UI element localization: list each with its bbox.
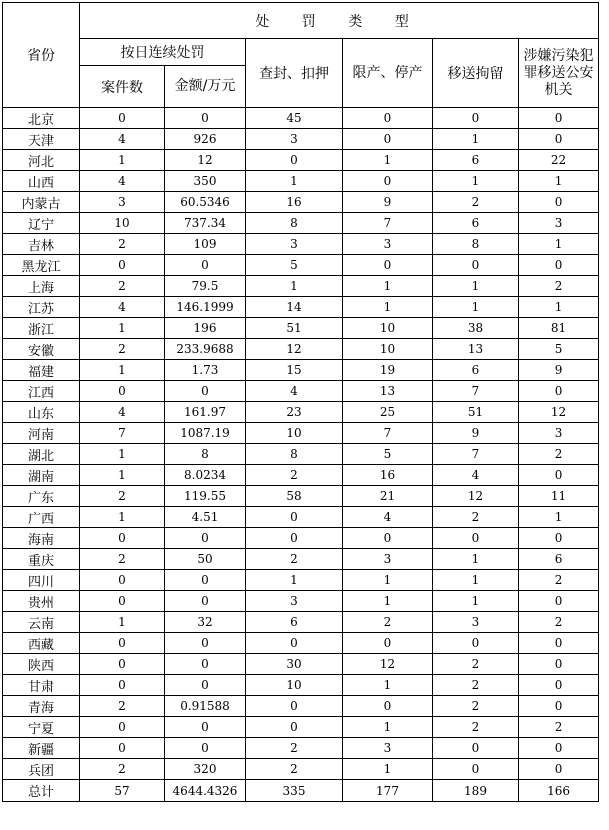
case-count-cell: 0	[80, 675, 165, 696]
seal-seize-cell: 8	[246, 444, 343, 465]
seal-seize-cell: 51	[246, 318, 343, 339]
detention-cell: 1	[433, 129, 519, 150]
province-cell: 湖南	[3, 465, 80, 486]
case-count-header: 案件数	[80, 66, 165, 108]
limit-stop-cell: 10	[343, 318, 433, 339]
detention-cell: 8	[433, 234, 519, 255]
seal-seize-cell: 0	[246, 528, 343, 549]
amount-cell: 0.91588	[165, 696, 246, 717]
limit-stop-cell: 19	[343, 360, 433, 381]
seal-seize-cell: 45	[246, 108, 343, 129]
seal-seize-cell: 1	[246, 276, 343, 297]
table-row	[3, 717, 599, 738]
detention-cell: 38	[433, 318, 519, 339]
case-count-cell: 1	[80, 465, 165, 486]
detention-cell: 1	[433, 297, 519, 318]
detention-cell: 0	[433, 633, 519, 654]
limit-stop-cell: 3	[343, 549, 433, 570]
seal-seize-cell: 5	[246, 255, 343, 276]
seal-seize-cell: 1	[246, 171, 343, 192]
amount-cell: 0	[165, 633, 246, 654]
detention-header: 移送拘留	[433, 39, 519, 108]
limit-stop-cell: 10	[343, 339, 433, 360]
seal-seize-cell: 12	[246, 339, 343, 360]
police-transfer-cell: 2	[519, 570, 599, 591]
police-transfer-cell: 81	[519, 318, 599, 339]
table-row	[3, 759, 599, 780]
police-transfer-cell: 5	[519, 339, 599, 360]
case-count-cell: 1	[80, 444, 165, 465]
police-transfer-cell: 9	[519, 360, 599, 381]
table-row	[3, 591, 599, 612]
police-transfer-cell: 2	[519, 444, 599, 465]
detention-cell: 1	[433, 549, 519, 570]
province-column-header: 省份	[3, 3, 80, 108]
detention-cell: 51	[433, 402, 519, 423]
province-cell: 贵州	[3, 591, 80, 612]
case-count-cell: 0	[80, 381, 165, 402]
limit-stop-cell: 0	[343, 129, 433, 150]
police-transfer-cell: 1	[519, 171, 599, 192]
seal-seize-cell: 0	[246, 717, 343, 738]
amount-cell: 0	[165, 654, 246, 675]
province-cell: 海南	[3, 528, 80, 549]
table-row	[3, 675, 599, 696]
amount-cell: 1087.19	[165, 423, 246, 444]
police-transfer-cell: 12	[519, 402, 599, 423]
province-cell: 西藏	[3, 633, 80, 654]
limit-stop-cell: 5	[343, 444, 433, 465]
limit-stop-cell: 1	[343, 717, 433, 738]
seal-seize-cell: 0	[246, 696, 343, 717]
police-transfer-cell: 2	[519, 612, 599, 633]
seal-seize-cell: 58	[246, 486, 343, 507]
penalty-statistics-table	[2, 2, 599, 802]
total-row	[3, 780, 599, 802]
police-transfer-cell: 0	[519, 633, 599, 654]
amount-cell: 8.0234	[165, 465, 246, 486]
limit-stop-cell: 3	[343, 738, 433, 759]
limit-stop-cell: 13	[343, 381, 433, 402]
detention-cell: 1	[433, 570, 519, 591]
amount-cell: 0	[165, 717, 246, 738]
province-cell: 广东	[3, 486, 80, 507]
police-transfer-cell: 1	[519, 234, 599, 255]
amount-cell: 0	[165, 738, 246, 759]
detention-cell: 2	[433, 192, 519, 213]
table-row	[3, 234, 599, 255]
police-transfer-cell: 0	[519, 255, 599, 276]
detention-cell: 0	[433, 738, 519, 759]
police-transfer-cell: 11	[519, 486, 599, 507]
police-transfer-cell: 1	[519, 297, 599, 318]
case-count-cell: 0	[80, 654, 165, 675]
seal-seize-cell: 3	[246, 129, 343, 150]
amount-cell: 0	[165, 381, 246, 402]
table-header	[3, 3, 599, 108]
detention-cell: 2	[433, 507, 519, 528]
limit-stop-cell: 21	[343, 486, 433, 507]
table-row	[3, 507, 599, 528]
province-cell: 总计	[3, 780, 80, 802]
amount-cell: 60.5346	[165, 192, 246, 213]
case-count-cell: 2	[80, 486, 165, 507]
detention-cell: 0	[433, 108, 519, 129]
province-cell: 宁夏	[3, 717, 80, 738]
table-row	[3, 276, 599, 297]
case-count-cell: 7	[80, 423, 165, 444]
police-transfer-cell: 0	[519, 528, 599, 549]
amount-cell: 50	[165, 549, 246, 570]
limit-stop-cell: 177	[343, 780, 433, 802]
province-cell: 北京	[3, 108, 80, 129]
limit-stop-cell: 16	[343, 465, 433, 486]
detention-cell: 6	[433, 213, 519, 234]
police-transfer-cell: 3	[519, 213, 599, 234]
table-body	[3, 108, 599, 802]
table-row	[3, 612, 599, 633]
province-cell: 山西	[3, 171, 80, 192]
case-count-cell: 2	[80, 339, 165, 360]
case-count-cell: 0	[80, 717, 165, 738]
province-cell: 黑龙江	[3, 255, 80, 276]
province-cell: 重庆	[3, 549, 80, 570]
penalty-table-container	[2, 2, 599, 802]
limit-stop-cell: 1	[343, 297, 433, 318]
detention-cell: 2	[433, 696, 519, 717]
province-cell: 福建	[3, 360, 80, 381]
seal-seize-cell: 6	[246, 612, 343, 633]
province-cell: 山东	[3, 402, 80, 423]
limit-stop-cell: 0	[343, 171, 433, 192]
table-row	[3, 444, 599, 465]
province-cell: 青海	[3, 696, 80, 717]
amount-cell: 350	[165, 171, 246, 192]
seal-seize-cell: 0	[246, 150, 343, 171]
case-count-cell: 3	[80, 192, 165, 213]
detention-cell: 0	[433, 255, 519, 276]
province-cell: 天津	[3, 129, 80, 150]
seal-seize-cell: 30	[246, 654, 343, 675]
limit-stop-cell: 2	[343, 612, 433, 633]
detention-cell: 1	[433, 276, 519, 297]
police-transfer-cell: 0	[519, 381, 599, 402]
amount-cell: 0	[165, 675, 246, 696]
amount-header: 金额/万元	[165, 66, 246, 108]
table-row	[3, 423, 599, 444]
police-transfer-cell: 1	[519, 507, 599, 528]
table-row	[3, 570, 599, 591]
case-count-cell: 0	[80, 633, 165, 654]
amount-cell: 109	[165, 234, 246, 255]
amount-cell: 320	[165, 759, 246, 780]
amount-cell: 926	[165, 129, 246, 150]
detention-cell: 6	[433, 150, 519, 171]
province-cell: 辽宁	[3, 213, 80, 234]
police-transfer-cell: 0	[519, 192, 599, 213]
seal-seize-cell: 335	[246, 780, 343, 802]
limit-stop-cell: 1	[343, 675, 433, 696]
seal-seize-cell: 4	[246, 381, 343, 402]
police-transfer-cell: 0	[519, 591, 599, 612]
detention-cell: 6	[433, 360, 519, 381]
table-row	[3, 654, 599, 675]
police-transfer-cell: 0	[519, 738, 599, 759]
limit-stop-cell: 0	[343, 255, 433, 276]
table-row	[3, 633, 599, 654]
amount-cell: 79.5	[165, 276, 246, 297]
amount-cell: 161.97	[165, 402, 246, 423]
case-count-cell: 1	[80, 360, 165, 381]
case-count-cell: 0	[80, 255, 165, 276]
province-cell: 河南	[3, 423, 80, 444]
police-transfer-cell: 2	[519, 717, 599, 738]
limit-stop-cell: 25	[343, 402, 433, 423]
amount-cell: 0	[165, 528, 246, 549]
table-row	[3, 192, 599, 213]
case-count-cell: 2	[80, 696, 165, 717]
case-count-cell: 2	[80, 276, 165, 297]
seal-seize-cell: 0	[246, 633, 343, 654]
case-count-cell: 4	[80, 402, 165, 423]
amount-cell: 119.55	[165, 486, 246, 507]
detention-cell: 189	[433, 780, 519, 802]
case-count-cell: 57	[80, 780, 165, 802]
detention-cell: 2	[433, 654, 519, 675]
daily-penalty-header: 按日连续处罚	[80, 39, 246, 66]
seal-seize-cell: 8	[246, 213, 343, 234]
table-row	[3, 465, 599, 486]
seal-seize-cell: 2	[246, 759, 343, 780]
detention-cell: 1	[433, 171, 519, 192]
seal-seize-cell: 16	[246, 192, 343, 213]
detention-cell: 4	[433, 465, 519, 486]
province-cell: 兵团	[3, 759, 80, 780]
police-transfer-header: 涉嫌污染犯罪移送公安机关	[519, 39, 599, 108]
detention-cell: 2	[433, 675, 519, 696]
police-transfer-cell: 0	[519, 696, 599, 717]
limit-stop-cell: 1	[343, 591, 433, 612]
table-row	[3, 738, 599, 759]
case-count-cell: 1	[80, 318, 165, 339]
amount-cell: 32	[165, 612, 246, 633]
police-transfer-cell: 166	[519, 780, 599, 802]
province-cell: 浙江	[3, 318, 80, 339]
case-count-cell: 0	[80, 570, 165, 591]
table-row	[3, 108, 599, 129]
table-row	[3, 360, 599, 381]
table-row	[3, 381, 599, 402]
case-count-cell: 1	[80, 507, 165, 528]
amount-cell: 0	[165, 591, 246, 612]
case-count-cell: 10	[80, 213, 165, 234]
province-cell: 新疆	[3, 738, 80, 759]
police-transfer-cell: 0	[519, 108, 599, 129]
province-cell: 陕西	[3, 654, 80, 675]
case-count-cell: 0	[80, 108, 165, 129]
case-count-cell: 4	[80, 297, 165, 318]
province-cell: 广西	[3, 507, 80, 528]
table-row	[3, 696, 599, 717]
case-count-cell: 0	[80, 738, 165, 759]
case-count-cell: 1	[80, 612, 165, 633]
limit-stop-cell: 9	[343, 192, 433, 213]
limit-stop-cell: 12	[343, 654, 433, 675]
detention-cell: 9	[433, 423, 519, 444]
amount-cell: 737.34	[165, 213, 246, 234]
detention-cell: 7	[433, 444, 519, 465]
limit-stop-cell: 1	[343, 759, 433, 780]
amount-cell: 12	[165, 150, 246, 171]
table-row	[3, 486, 599, 507]
case-count-cell: 0	[80, 528, 165, 549]
police-transfer-cell: 0	[519, 654, 599, 675]
limit-stop-cell: 0	[343, 696, 433, 717]
detention-cell: 1	[433, 591, 519, 612]
police-transfer-cell: 0	[519, 465, 599, 486]
table-row	[3, 318, 599, 339]
limit-stop-cell: 4	[343, 507, 433, 528]
table-row	[3, 402, 599, 423]
police-transfer-cell: 2	[519, 276, 599, 297]
table-row	[3, 549, 599, 570]
province-cell: 河北	[3, 150, 80, 171]
province-cell: 江西	[3, 381, 80, 402]
seal-seize-header: 查封、扣押	[246, 39, 343, 108]
limit-stop-cell: 0	[343, 108, 433, 129]
seal-seize-cell: 3	[246, 234, 343, 255]
penalty-type-header: 处 罚 类 型	[80, 3, 599, 39]
seal-seize-cell: 23	[246, 402, 343, 423]
limit-stop-cell: 1	[343, 570, 433, 591]
case-count-cell: 2	[80, 549, 165, 570]
case-count-cell: 0	[80, 591, 165, 612]
table-row	[3, 297, 599, 318]
detention-cell: 2	[433, 717, 519, 738]
police-transfer-cell: 0	[519, 129, 599, 150]
province-cell: 上海	[3, 276, 80, 297]
amount-cell: 1.73	[165, 360, 246, 381]
detention-cell: 7	[433, 381, 519, 402]
detention-cell: 3	[433, 612, 519, 633]
limit-stop-cell: 3	[343, 234, 433, 255]
detention-cell: 0	[433, 528, 519, 549]
police-transfer-cell: 0	[519, 675, 599, 696]
seal-seize-cell: 15	[246, 360, 343, 381]
province-cell: 四川	[3, 570, 80, 591]
police-transfer-cell: 0	[519, 759, 599, 780]
case-count-cell: 1	[80, 150, 165, 171]
limit-stop-header: 限产、停产	[343, 39, 433, 108]
amount-cell: 233.9688	[165, 339, 246, 360]
seal-seize-cell: 10	[246, 423, 343, 444]
table-row	[3, 213, 599, 234]
case-count-cell: 4	[80, 129, 165, 150]
limit-stop-cell: 0	[343, 528, 433, 549]
table-row	[3, 528, 599, 549]
amount-cell: 146.1999	[165, 297, 246, 318]
province-cell: 湖北	[3, 444, 80, 465]
seal-seize-cell: 10	[246, 675, 343, 696]
limit-stop-cell: 1	[343, 150, 433, 171]
amount-cell: 0	[165, 570, 246, 591]
case-count-cell: 2	[80, 759, 165, 780]
amount-cell: 196	[165, 318, 246, 339]
amount-cell: 4644.4326	[165, 780, 246, 802]
table-row	[3, 255, 599, 276]
police-transfer-cell: 3	[519, 423, 599, 444]
seal-seize-cell: 2	[246, 465, 343, 486]
seal-seize-cell: 3	[246, 591, 343, 612]
seal-seize-cell: 14	[246, 297, 343, 318]
police-transfer-cell: 22	[519, 150, 599, 171]
province-cell: 内蒙古	[3, 192, 80, 213]
table-row	[3, 339, 599, 360]
seal-seize-cell: 2	[246, 738, 343, 759]
table-row	[3, 171, 599, 192]
seal-seize-cell: 2	[246, 549, 343, 570]
limit-stop-cell: 1	[343, 276, 433, 297]
amount-cell: 0	[165, 255, 246, 276]
limit-stop-cell: 0	[343, 633, 433, 654]
table-row	[3, 150, 599, 171]
amount-cell: 8	[165, 444, 246, 465]
seal-seize-cell: 1	[246, 570, 343, 591]
province-cell: 安徽	[3, 339, 80, 360]
case-count-cell: 2	[80, 234, 165, 255]
limit-stop-cell: 7	[343, 213, 433, 234]
detention-cell: 12	[433, 486, 519, 507]
limit-stop-cell: 7	[343, 423, 433, 444]
seal-seize-cell: 0	[246, 507, 343, 528]
province-cell: 吉林	[3, 234, 80, 255]
case-count-cell: 4	[80, 171, 165, 192]
amount-cell: 4.51	[165, 507, 246, 528]
province-cell: 甘肃	[3, 675, 80, 696]
amount-cell: 0	[165, 108, 246, 129]
police-transfer-cell: 6	[519, 549, 599, 570]
detention-cell: 13	[433, 339, 519, 360]
province-cell: 云南	[3, 612, 80, 633]
province-cell: 江苏	[3, 297, 80, 318]
detention-cell: 0	[433, 759, 519, 780]
table-row	[3, 129, 599, 150]
